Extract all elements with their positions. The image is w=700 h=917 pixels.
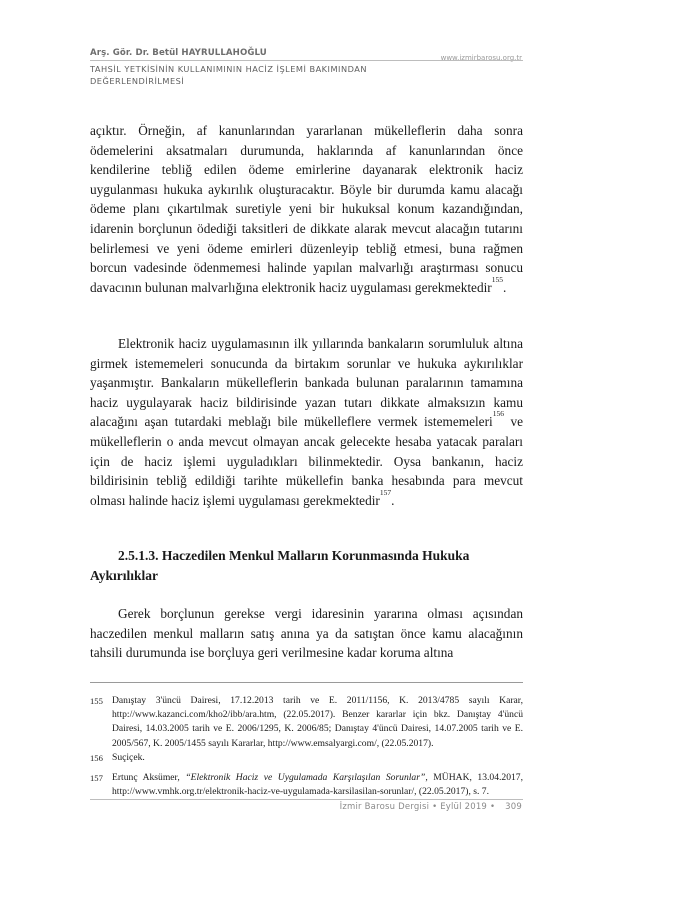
paragraph-2-text-a: Elektronik haciz uygulamasının ilk yıllarında bankaların sorumluluk altına girmek istememeleri sonucunda da birtakım sorunlar ve hukuka aykırılıklar yaşanmıştır. Bankaların mükelleflerin bankada bulunan paralarının tamamına haciz uygulayarak haciz bildirisinde yazan tutarı dikkate almaksızın kamu alacağını aşan tutardaki meblağı bile mükelleflere vermek istememeleri [90,336,523,430]
paragraph-3 [90,604,523,663]
footnote-text: Suçiçek. [112,752,145,763]
footnote-divider [90,682,523,683]
header-author: Arş. Gör. Dr. Betül HAYRULLAHOĞLU [90,48,267,58]
footnote-article-title: “Elektronik Haciz ve Uygulamada Karşılaşılan Sorunlar” [185,772,426,783]
footnote-number: 156 [90,753,103,763]
paragraph-2-text-b: ve mükelleflerin o anda mevcut olmayan ancak gelecekte hesaba yatacak paraları için de haciz işlemi uyguladıkları bilinmektedir. Oysa bankanın, haciz bildirisinin tebliğ edildiği tarihte mükellefin banka hesabında para mevcut olması halinde haciz işlemi uygulaması gerekmektedir [90,414,523,508]
footnote-number: 155 [90,696,103,706]
section-heading: 2.5.1.3. Haczedilen Menkul Malların Korunmasında Hukuka Aykırılıklar [90,548,470,583]
running-title [90,64,450,87]
page-number: 309 [505,802,522,812]
footnote-157 [90,771,523,799]
paragraph-2-end: . [391,492,395,508]
journal-name: İzmir Barosu Dergisi • Eylül 2019 • [339,802,496,812]
paragraph-1-text: açıktır. Örneğin, af kanunlarından yararlanan mükelleflerin daha sonra ödemelerini aksatmaları durumunda, haklarında af kanunlarından önce kendilerine tebliğ edilen ödeme emirlerine dayanarak elektronik haciz uygulanması hukuka aykırılık oluşturacaktır. Böyle bir durumda kamu alacağı ödeme planı çıkartılmak suretiyle yeni bir hukuksal konum kazandığından, idarenin borçlunun ödediği taksitleri de dikkate alarak mevcut alacağın tutarını belirlemesi ve yeni ödeme emirleri düzenleyip tebliğ etmesi, buna rağmen borcun vadesinde ödenmemesi halinde yapılan malvarlığı araştırması sonucu davacının bulunan malvarlığına elektronik haciz uygulaması gerekmektedir [90,123,523,295]
footnote-ref-157[interactable]: 157 [379,487,392,497]
header-url[interactable]: www.izmirbarosu.org.tr [440,54,522,62]
footnote-ref-156[interactable]: 156 [492,409,504,419]
page-footer [340,802,522,812]
footnote-155 [90,694,523,751]
header-divider [90,60,523,61]
footnote-text [112,771,523,799]
paragraph-1 [90,121,523,297]
paragraph-3-text: Gerek borçlunun gerekse vergi idaresinin yararına olması açısından haczedilen menkul malların satış anına ya da satıştan önce kamu alacağının tahsili durumunda ise borçluya geri verilmesine kadar koruma altına [90,606,523,661]
paragraph-2 [90,334,523,510]
footer-divider [90,799,523,800]
footnote-156 [90,751,523,765]
footnote-ref-155[interactable]: 155 [491,274,503,284]
footnote-text-pre: Ertunç Aksümer, [112,772,186,783]
running-title-line-1: TAHSİL YETKİSİNİN KULLANIMININ HACİZ İŞLEMİ BAKIMINDAN [90,64,367,74]
running-title-line-2: DEĞERLENDİRİLMESİ [90,75,185,86]
paragraph-1-end: . [502,279,507,295]
footnote-number: 157 [90,773,103,783]
footnote-text-post: , MÜHAK, 13.04.2017, http://www.vmhk.org.tr/elektronik-haciz-ve-uygulamada-karsilasilan-sorunlar/, (22.05.2017), s. 7. [112,772,523,798]
footnote-text: Danıştay 3'üncü Dairesi, 17.12.2013 tarih ve E. 2011/1156, K. 2013/4785 sayılı Karar, http://www.kazanci.com/kho2/ibb/ara.htm, (22.05.2017). Benzer kararlar için bkz. Danıştay 4'üncü Dairesi, 14.03.2005 tarih ve E. 2006/1295, K. 2006/85; Danıştay 4'üncü Dairesi, 14.07.2005 tarih ve E. 2005/567, K. 2005/1455 sayılı Kararlar, http://www.emsalyargi.com/, (22.05.2017). [112,695,523,749]
